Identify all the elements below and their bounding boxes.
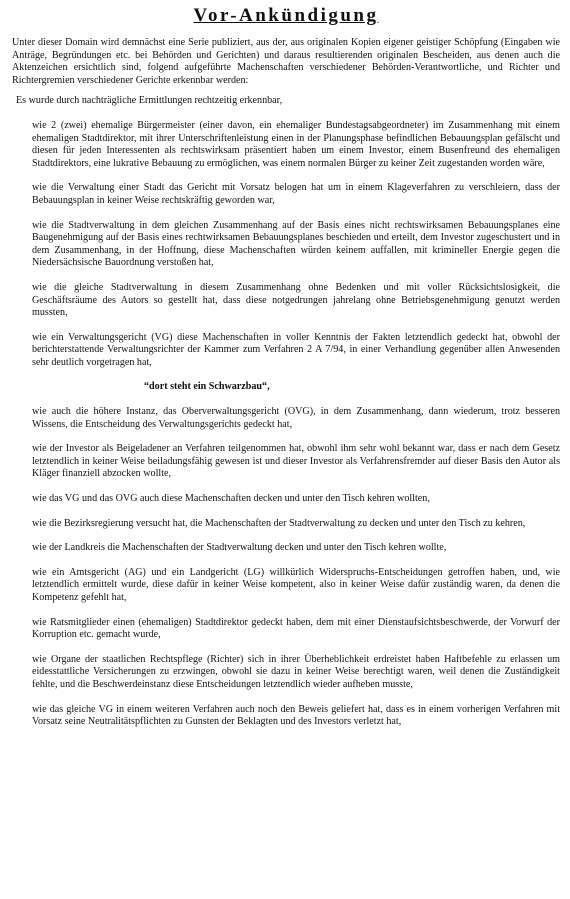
- list-item: wie Ratsmitglieder einen (ehemaligen) Stadtdirektor gedeckt haben, dem mit einer Dienstaufsichtsbeschwerde, der Vorwurf der Korruption etc. gemacht wurde,: [32, 616, 560, 641]
- quote-line: “dort steht ein Schwarzbau“,: [144, 381, 270, 393]
- page-title: Vor-Ankündigung: [193, 5, 379, 26]
- list-item: wie ein Amtsgericht (AG) und ein Landgericht (LG) willkürlich Widerspruchs-Entscheidungen getroffen haben, und, wie letztendlich ermittelt wurde, diese dafür in keiner Weise kompetent, also in keiner Weise dafür zuständig waren, da denen die Kompetenz gefehlt hat,: [32, 566, 560, 603]
- list-item: wie die Bezirksregierung versucht hat, die Machenschaften der Stadtverwaltung zu decken und unter den Tisch zu kehren,: [32, 517, 526, 529]
- list-item: wie die Stadtverwaltung in dem gleichen Zusammenhang auf der Basis eines nicht rechtswirksamen Bebauungsplanes eine Baugenehmigung auf der Basis eines rechtwirksamen Bebauungsplanes beschieden und erteilt, dem Investor zugeschustert und in dem Zusammenhang, in der Hoffnung, diese Machenschaften würden keinem auffallen, mit krimineller Energie gegen die Niedersächsische Bauordnung verstoßen hat,: [32, 219, 560, 269]
- intro-paragraph: Unter dieser Domain wird demnächst eine Serie publiziert, aus der, aus originalen Kopien eigener geistiger Schöpfung (Eingaben wie Anträge, Begründungen etc. bei Behörden und Gerichten) und daraus resultierenden originalen Bescheiden, aus denen auch die Aktenzeichen ersichtlich sind, folgend aufgeführte Machenschaften verschiedener Behörden-Verantwortliche, und Richter und Richtergremien verschiedener Gerichte erkennbar werden:: [12, 37, 560, 86]
- list-item: wie der Landkreis die Machenschaften der Stadtverwaltung decken und unter den Tisch kehren wollte,: [32, 542, 447, 554]
- lead-sentence: Es wurde durch nachträgliche Ermittlungen rechtzeitig erkennbar,: [16, 95, 283, 107]
- list-item: wie 2 (zwei) ehemalige Bürgermeister (einer davon, ein ehemaliger Bundestagsabgeordneter) im Zusammenhang mit einem ehemaligen Stadtdirektor, mit ihrer Unterschriftenleistung einen in der Planungsphase befindlichen Bebauungsplan gefälscht und diesen für jeden Interessenten als rechtswirksam präsentiert haben um einem Investor, einem Busenfreund des ehemaligen Stadtdirektors, eine lukrative Bebauung zu ermöglichen, was einem normalen Bürger zu keiner Zeit zugestanden worden wäre,: [32, 119, 560, 169]
- list-item: wie auch die höhere Instanz, das Oberverwaltungsgericht (OVG), in dem Zusammenhang, dann wiederum, trotz besseren Wissens, die Entscheidung des Verwaltungsgerichts gedeckt hat,: [32, 406, 560, 430]
- list-item: wie die gleiche Stadtverwaltung in diesem Zusammenhang ohne Bedenken und mit voller Rücksichtslosigkeit, die Geschäftsräume des Autors so gestellt hat, dass diese notgedrungen jahrelang ohne Betriebsgenehmigung genutzt werden mussten,: [32, 281, 560, 319]
- list-item: wie Organe der staatlichen Rechtspflege (Richter) sich in ihrer Überheblichkeit erdreistet haben Haftbefehle zu erlassen um eidesstattliche Versicherungen zu erzwingen, obwohl sie dazu in keiner Weise berechtigt waren, weil denen die Zuständigkeit fehlte, und die Beschwerdeinstanz diese Entscheidungen letztendlich wieder aufheben musste,: [32, 653, 560, 690]
- list-item: wie der Investor als Beigeladener an Verfahren teilgenommen hat, obwohl ihm sehr wohl bekannt war, dass er nach dem Gesetz letztendlich in keiner Weise beiladungsfähig gewesen ist und dieser Investor als Verfahrensfremder auf dieser Basis den Autor als Kläger finanziell abzocken wollte,: [32, 443, 560, 480]
- list-item: wie das gleiche VG in einem weiteren Verfahren auch noch den Beweis geliefert hat, dass es in einem vorherigen Verfahren mit Vorsatz seine Neutralitätspflichten zu Gunsten der Beklagten und des Investors verletzt hat,: [32, 703, 560, 728]
- list-item: wie die Verwaltung einer Stadt das Gericht mit Vorsatz belogen hat um in einem Klageverfahren zu verschleiern, dass der Bebauungsplan in keiner Weise rechtskräftig geworden war,: [32, 182, 560, 206]
- list-item: wie das VG und das OVG auch diese Machenschaften decken und unter den Tisch kehren wollten,: [32, 493, 430, 505]
- list-item: wie ein Verwaltungsgericht (VG) diese Machenschaften in voller Kenntnis der Fakten letztendlich gedeckt hat, obwohl der berichterstattende Verwaltungsrichter der Kammer zum Verfahren 2 A 7/94, in einer Verhandlung gegenüber allen Anwesenden sehr deutlich vorgetragen hat,: [32, 331, 560, 368]
